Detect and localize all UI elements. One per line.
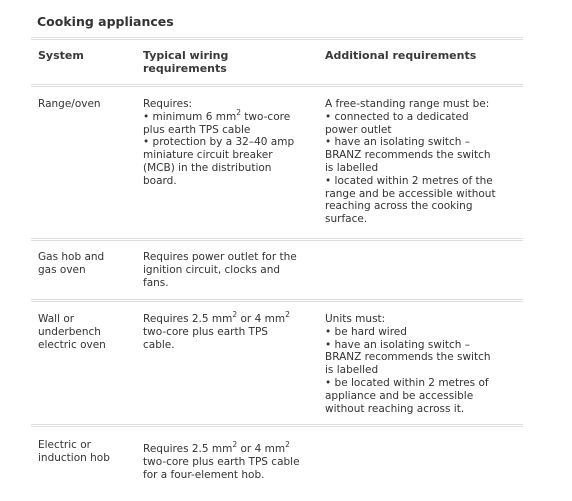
superscript: 2 <box>232 440 238 449</box>
cell-line: underbench <box>38 325 101 338</box>
cell-line: • located within 2 metres of the <box>325 174 493 187</box>
row-divider <box>318 37 523 40</box>
cell-line: appliance and be accessible <box>325 389 474 402</box>
cell-line: Requires power outlet for the <box>143 251 297 263</box>
row-system <box>38 313 106 351</box>
cell-line: two-core plus earth TPS <box>143 325 268 338</box>
superscript: 2 <box>232 310 238 319</box>
cell-line: range and be accessible without <box>325 187 496 200</box>
cell-line: ignition circuit, clocks and <box>143 263 281 276</box>
cell-line: reaching across the cooking <box>325 200 473 213</box>
cell-line: two-core plus earth TPS cable <box>143 455 300 468</box>
cell-line: Requires: <box>143 98 193 110</box>
cell-line: electric oven <box>38 338 106 351</box>
row-wiring <box>143 310 290 351</box>
row-additional <box>325 313 491 415</box>
cell-line: Units must: <box>325 313 386 325</box>
header-wiring-line: requirements <box>143 62 227 75</box>
cell-line <box>143 310 290 326</box>
cell-line: • have an isolating switch – <box>325 136 471 149</box>
superscript: 2 <box>236 107 241 117</box>
cell-text: or 4 mm <box>237 443 286 455</box>
cell-line: plus earth TPS cable <box>143 123 251 136</box>
superscript: 2 <box>285 440 290 449</box>
row-divider <box>318 299 523 302</box>
cell-line: • be hard wired <box>325 325 407 338</box>
cell-line: • connected to a dedicated <box>325 110 469 123</box>
cell-line: Range/oven <box>38 98 101 110</box>
row-divider <box>31 37 147 40</box>
row-divider <box>137 84 323 87</box>
row-divider <box>318 424 523 427</box>
cell-line: without reaching across it. <box>325 402 465 415</box>
page-title: Cooking appliances <box>37 14 174 29</box>
row-divider <box>318 84 523 87</box>
superscript: 2 <box>285 310 290 319</box>
row-wiring <box>143 440 300 481</box>
header-wiring <box>143 49 228 75</box>
cell-line: A free-standing range must be: <box>325 98 490 110</box>
cell-line <box>143 440 300 456</box>
cell-line: BRANZ recommends the switch <box>325 351 491 364</box>
row-divider <box>137 37 323 40</box>
row-system <box>38 251 104 277</box>
cell-line: is labelled <box>325 364 379 377</box>
cell-line: is labelled <box>325 161 379 174</box>
cell-text: or 4 mm <box>237 313 286 325</box>
row-divider <box>137 238 323 241</box>
row-divider <box>31 424 147 427</box>
row-wiring <box>143 98 294 188</box>
cell-line: power outlet <box>325 123 392 136</box>
cell-text: Requires 2.5 mm <box>143 313 233 325</box>
header-additional: Additional requirements <box>325 49 477 62</box>
cell-line: • have an isolating switch – <box>325 338 471 351</box>
header-wiring-line: Typical wiring <box>143 49 229 62</box>
cell-line: cable. <box>143 338 175 351</box>
row-divider <box>31 84 147 87</box>
cell-text: Requires 2.5 mm <box>143 443 233 455</box>
header-system: System <box>38 49 84 62</box>
cell-line: BRANZ recommends the switch <box>325 149 491 162</box>
cell-line: gas oven <box>38 263 86 276</box>
cell-line: for a four-element hob. <box>143 468 265 481</box>
row-divider <box>137 299 323 302</box>
cell-line: • be located within 2 metres of <box>325 376 489 389</box>
row-divider <box>31 299 147 302</box>
row-divider <box>137 424 323 427</box>
cell-text: two-core <box>240 110 291 123</box>
cell-line: surface. <box>325 213 368 226</box>
cell-line <box>143 107 294 124</box>
cell-line: Gas hob and <box>38 251 105 263</box>
cell-line: induction hob <box>38 451 110 464</box>
row-divider <box>31 238 147 241</box>
row-system <box>38 439 110 465</box>
cell-line: Wall or <box>38 313 75 325</box>
cell-line: Electric or <box>38 439 91 451</box>
row-divider <box>318 238 523 241</box>
row-additional <box>325 98 496 226</box>
cell-line: fans. <box>143 276 169 289</box>
cell-text: • minimum 6 mm <box>143 110 237 123</box>
cell-line: miniature circuit breaker <box>143 149 273 162</box>
row-system <box>38 98 101 111</box>
cell-line: board. <box>143 174 177 187</box>
cell-line: • protection by a 32–40 amp <box>143 136 295 149</box>
row-wiring <box>143 251 297 289</box>
cell-line: (MCB) in the distribution <box>143 161 272 174</box>
